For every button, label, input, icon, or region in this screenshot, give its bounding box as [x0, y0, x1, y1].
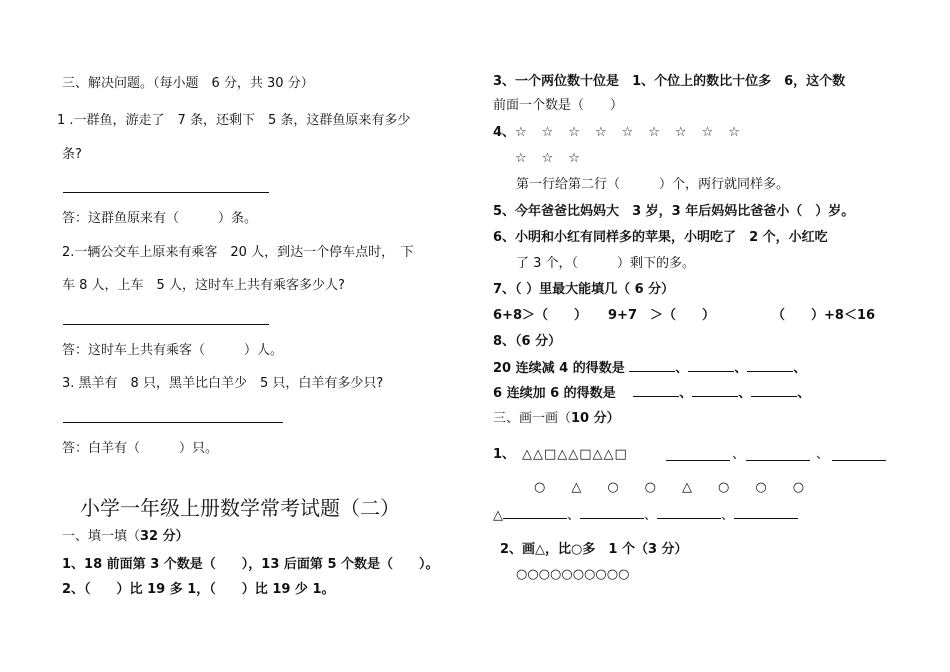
- q7-expr-1: 6+8＞（ ）: [493, 308, 587, 323]
- pattern-blank-3[interactable]: [832, 460, 886, 461]
- q8-blank-1a[interactable]: [629, 359, 675, 372]
- part1-heading: 一、填一填（32 分）: [62, 529, 189, 544]
- pattern-blank-1[interactable]: [666, 460, 730, 461]
- problem-1-line1: 1 .一群鱼，游走了 7 条，还剩下 5 条，这群鱼原来有多少: [57, 113, 411, 128]
- draw-q1-label: 1、: [493, 447, 516, 462]
- star-row-1: ☆ ☆ ☆ ☆ ☆ ☆ ☆ ☆ ☆: [515, 125, 741, 140]
- problem-2-line2: 车 8 人，上车 5 人，这时车上共有乘客多少人?: [62, 278, 345, 293]
- right-q6-line1: 6、小明和小红有同样多的苹果，小明吃了 2 个，小红吃: [493, 230, 828, 245]
- shape-pattern: △△□△△□△△□: [522, 447, 628, 462]
- pattern-blank-2[interactable]: [746, 460, 810, 461]
- pattern-sep-1: 、: [732, 447, 746, 462]
- draw-q2: 2、画△，比○多 1 个（3 分）: [500, 542, 688, 557]
- right-q4-label: 4、: [493, 125, 516, 140]
- right-q3-line1: 3、一个两位数十位是 1、个位上的数比十位多 6，这个数: [493, 74, 846, 89]
- row3-blank-3[interactable]: [657, 506, 721, 519]
- right-q4-text: 第一行给第二行（ ）个，两行就同样多。: [516, 177, 790, 192]
- exam-title: 小学一年级上册数学常考试题（二）: [80, 496, 400, 520]
- row3-blank-2[interactable]: [580, 506, 644, 519]
- shape-row-2: ○ △ ○ ○ △ ○ ○ ○: [534, 480, 805, 495]
- answer-line-1[interactable]: [63, 192, 269, 193]
- pattern-sep-2: 、: [816, 447, 830, 462]
- q8-line1: 20 连续减 4 的得数是 、 、 、: [493, 361, 807, 376]
- right-q3-line2: 前面一个数是（ ）: [493, 98, 624, 113]
- part1-q2: 2、（ ）比 19 多 1，（ ）比 19 少 1。: [62, 582, 335, 597]
- q8-blank-2b[interactable]: [692, 384, 738, 397]
- row3-blank-1[interactable]: [503, 506, 567, 519]
- q8-blank-1b[interactable]: [688, 359, 734, 372]
- row3-blank-4[interactable]: [734, 506, 798, 519]
- right-q8: 8、（6 分）: [493, 334, 562, 349]
- right-q7: 7、（ ）里最大能填几（ 6 分）: [493, 282, 675, 297]
- right-q5: 5、今年爸爸比妈妈大 3 岁，3 年后妈妈比爸爸小（ ）岁。: [493, 204, 855, 219]
- problem-3-line1: 3. 黑羊有 8 只，黑羊比白羊少 5 只，白羊有多少只?: [62, 376, 384, 391]
- problem-1-answer: 答：这群鱼原来有（ ）条。: [62, 211, 258, 226]
- problem-1-line2: 条?: [62, 147, 82, 162]
- q7-expr-3: （ ）+8＜16: [772, 308, 876, 323]
- right-q6-line2: 了 3 个，（ ）剩下的多。: [516, 256, 696, 271]
- answer-line-2[interactable]: [63, 324, 269, 325]
- problem-2-answer: 答：这时车上共有乘客（ ）人。: [62, 343, 284, 358]
- q8-blank-1c[interactable]: [747, 359, 793, 372]
- section3-heading: 三、解决问题。（每小题 6 分，共 30 分）: [62, 76, 314, 91]
- answer-line-3[interactable]: [63, 422, 283, 423]
- problem-2-line1: 2.一辆公交车上原来有乘客 20 人，到达一个停车点时， 下: [62, 245, 414, 260]
- problem-3-answer: 答：白羊有（ ）只。: [62, 441, 219, 456]
- q8-line2: 6 连续加 6 的得数是 、 、 、: [493, 386, 811, 401]
- q8-blank-2c[interactable]: [751, 384, 797, 397]
- q8-blank-2a[interactable]: [633, 384, 679, 397]
- q7-expr-2: 9+7 ＞（ ）: [608, 308, 715, 323]
- star-row-2: ☆ ☆ ☆: [515, 151, 581, 166]
- circle-row: ○○○○○○○○○○: [516, 567, 630, 582]
- shape-row-3: △ 、 、 、: [493, 506, 798, 525]
- draw-heading: 三、画一画（10 分）: [493, 411, 620, 426]
- part1-q1: 1、18 前面第 3 个数是（ ），13 后面第 5 个数是（ ）。: [62, 557, 439, 572]
